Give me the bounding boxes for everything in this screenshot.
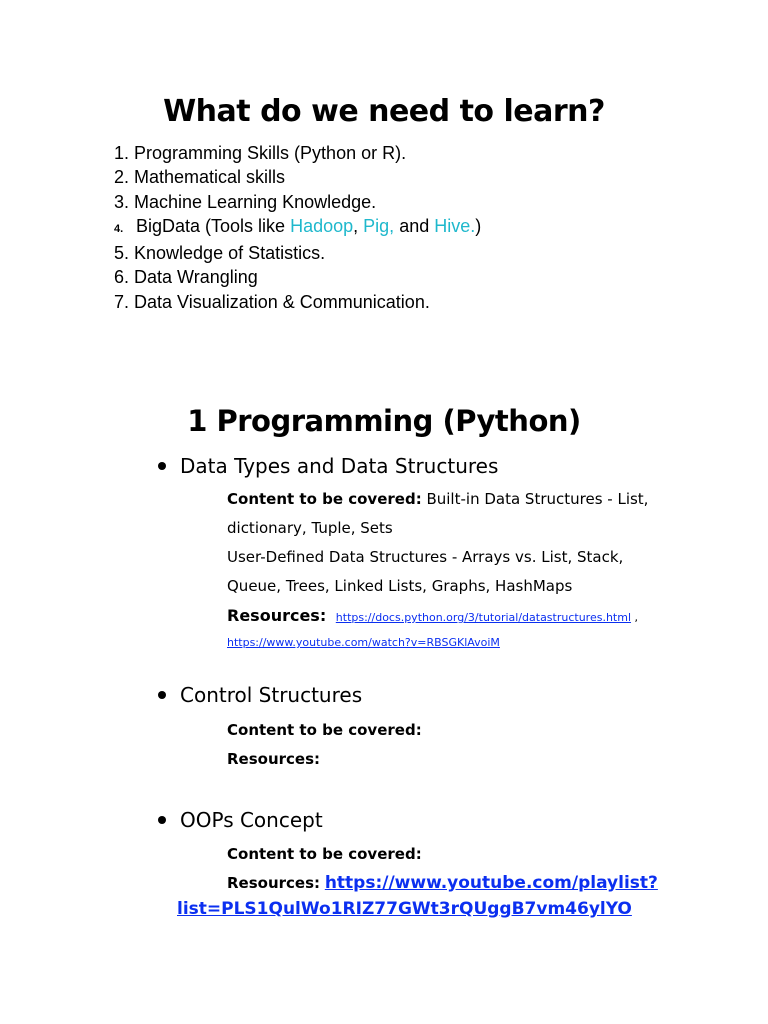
resource-link[interactable]: https://www.youtube.com/playlist? (324, 873, 658, 893)
resources-label: Resources: (227, 874, 321, 892)
tool-pig: Pig, (363, 215, 395, 236)
list-item: 7. Data Visualization & Communication. (114, 291, 430, 312)
content-line: dictionary, Tuple, Sets (227, 519, 393, 537)
list-conjunction: and (394, 215, 435, 236)
resource-link[interactable]: https://docs.python.org/3/tutorial/datastructures.html (335, 611, 632, 624)
list-separator: , (353, 215, 364, 236)
topic-body-data-types (227, 485, 697, 652)
resource-link[interactable]: https://www.youtube.com/watch?v=RBSGKlAvoiM (227, 636, 500, 649)
topic-heading-oops (158, 808, 323, 832)
bullet-icon (158, 462, 166, 470)
bullet-icon (158, 691, 166, 699)
list-item: 3. Machine Learning Knowledge. (114, 191, 377, 212)
topic-heading-control-structures (158, 683, 362, 707)
resources-line (227, 869, 697, 898)
topic-heading-text: Data Types and Data Structures (180, 454, 499, 478)
topic-heading-data-types (158, 454, 498, 478)
list-item-text: BigData (Tools like (136, 215, 291, 236)
link-separator: , (631, 611, 639, 624)
page-title: What do we need to learn? (163, 94, 605, 129)
resources-line (227, 601, 697, 632)
resources-label: Resources: (227, 606, 327, 625)
content-text: Built-in Data Structures - List, (421, 490, 649, 508)
list-item-number: 4. (114, 222, 124, 235)
learning-list (114, 141, 481, 314)
content-label: Content to be covered: (227, 721, 422, 739)
content-label: Content to be covered: (227, 845, 422, 863)
content-line: User-Defined Data Structures - Arrays vs. List, Stack, (227, 548, 624, 566)
list-item: 2. Mathematical skills (114, 167, 286, 188)
resource-link-continued[interactable]: list=PLS1QulWo1RIZ77GWt3rQUggB7vm46ylYO (177, 899, 632, 919)
resources-label: Resources: (227, 750, 321, 768)
content-line (227, 485, 697, 514)
list-item: 5. Knowledge of Statistics. (114, 243, 326, 264)
bullet-icon (158, 816, 166, 824)
list-close-paren: ) (475, 215, 482, 236)
list-item (114, 214, 481, 241)
tool-hadoop: Hadoop (290, 215, 354, 236)
content-line: Queue, Trees, Linked Lists, Graphs, HashMaps (227, 577, 573, 595)
list-item: 6. Data Wrangling (114, 267, 258, 288)
topic-heading-text: Control Structures (180, 683, 363, 707)
tool-hive: Hive. (434, 215, 476, 236)
content-label: Content to be covered: (227, 490, 422, 508)
topic-body-oops (227, 840, 697, 898)
topic-heading-text: OOPs Concept (180, 808, 323, 832)
list-item: 1. Programming Skills (Python or R). (114, 143, 407, 163)
resources-line (227, 632, 697, 652)
section-title: 1 Programming (Python) (187, 404, 581, 438)
topic-body-control-structures (227, 716, 697, 774)
